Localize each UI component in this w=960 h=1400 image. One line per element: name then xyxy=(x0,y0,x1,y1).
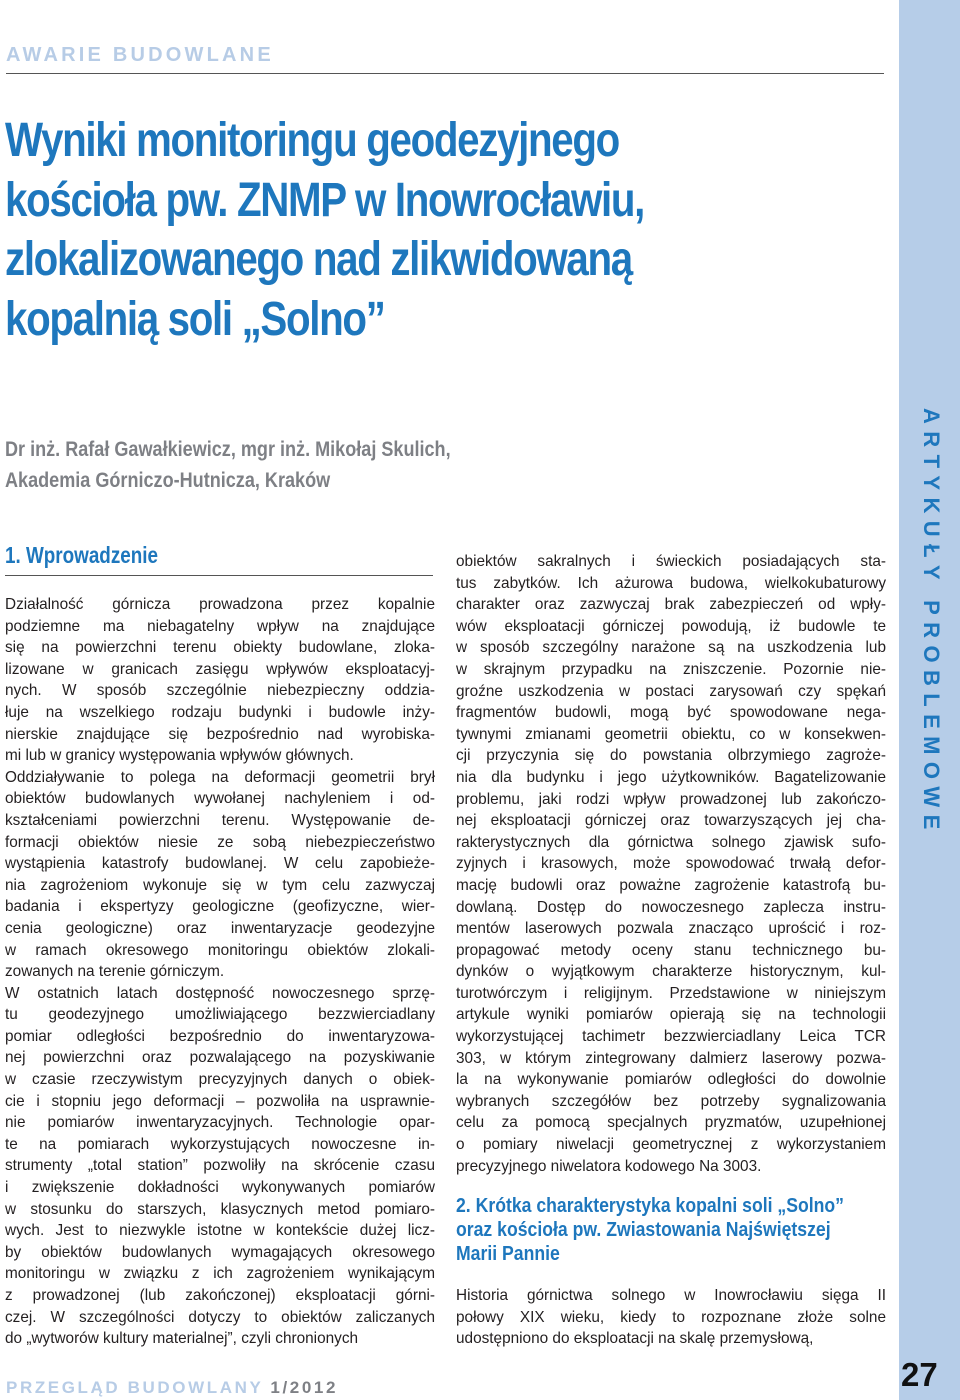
right-column-continued xyxy=(456,1285,886,1350)
text-line: w czasie rzeczywistym precyzyjnych danych o obiek- xyxy=(5,1071,435,1089)
right-column xyxy=(456,551,886,1177)
left-column xyxy=(5,594,435,1350)
page-number: 27 xyxy=(901,1356,938,1393)
text-line: la na wykonywanie pomiarów odległości do dowolnie xyxy=(456,1071,886,1089)
journal-name: PRZEGLĄD BUDOWLANY xyxy=(6,1378,264,1397)
authors xyxy=(5,434,451,496)
text-line: mi lub w granicy występowania wpływów głównych. xyxy=(5,747,354,765)
text-line: zowanych na terenie górniczym. xyxy=(5,963,225,981)
text-line: problemu, jaki rodzi wpływ prowadzonej lub zakończo- xyxy=(456,790,886,808)
text-line: do „wytworów kultury materialnej”, czyli chronionych xyxy=(5,1330,359,1348)
text-line: i zwiększenie dokładności wykonywanych pomiarów xyxy=(5,1179,435,1197)
text-line: nierskie znajdujące się bezpośrednio nad wyrobiska- xyxy=(5,725,435,743)
heading-line: oraz kościoła pw. Zwiastowania Najświętszej xyxy=(456,1218,831,1241)
title-line: kopalnią soli „Solno” xyxy=(5,292,385,346)
sidebar-label: ARTYKUŁY PROBLEMOWE xyxy=(919,408,944,837)
section-heading-1: 1. Wprowadzenie xyxy=(5,542,159,568)
text-line: obiektów budowlanych wywołanej nachyleniem i od- xyxy=(5,790,435,808)
text-line: te na pomiarach wykorzystujących nowoczesne in- xyxy=(5,1135,435,1153)
section-label: AWARIE BUDOWLANE xyxy=(6,44,274,66)
text-line: precyzyjnego niwelatora kodowego Na 3003. xyxy=(456,1157,762,1175)
text-line: w skrajnym przypadku na zniszczenie. Pozornie nie- xyxy=(456,660,886,678)
title-line: kościoła pw. ZNMP w Inowrocławiu, xyxy=(5,173,644,227)
text-line: nia dla budynku i jego użytkowników. Bagatelizowanie xyxy=(456,768,886,786)
text-line: cji przyczynia się do powstania olbrzymiego zagroże- xyxy=(456,747,886,765)
text-line: fragmentów budowli, mogą być spowodowane nega- xyxy=(456,704,886,722)
text-line: łuje na wszelkiego rodzaju budynki i budowle inży- xyxy=(5,703,435,721)
text-line: mację budowli oraz poważne zagrożenie katastrofą bu- xyxy=(456,876,886,894)
text-line: w stosunku do starszych, klasycznych metod pomiaro- xyxy=(5,1200,435,1218)
text-line: 303, w którym zintegrowany dalmierz laserowy pozwa- xyxy=(456,1049,886,1067)
text-line: dowlaną. Dostęp do nowoczesnego zaplecza instru- xyxy=(456,898,886,916)
text-line: wybranych szczegółów bez potrzeby sygnalizowania xyxy=(456,1092,886,1110)
text-line: się na powierzchni terenu obiekty budowlane, zloka- xyxy=(5,639,435,657)
text-line: monitoringu w związku z ich zagrożeniem wynikającym xyxy=(5,1265,435,1283)
text-line: tywnymi zmianami geometrii obiektu, co w konsekwen- xyxy=(456,725,886,743)
text-line: czej. W szczególności dotyczy to obiektów zaliczanych xyxy=(5,1308,435,1326)
text-line: nych. W sposób szczególnie niebezpieczny oddzia- xyxy=(5,682,435,700)
text-line: tus zabytków. Ich ażurowa budowa, wielkokubaturowy xyxy=(456,574,886,592)
text-line: połowy XIX wieku, kiedy to rozpoznane złoże solne xyxy=(456,1308,886,1326)
text-line: W ostatnich latach dostępność nowoczesnego sprzę- xyxy=(5,984,435,1002)
text-line: tu geodezyjnego umożliwiającego bezzwierciadlany xyxy=(5,1006,435,1024)
title-line: zlokalizowanego nad zlikwidowaną xyxy=(5,233,632,286)
text-line: charakter oraz zazwyczaj brak zabezpieczeń od wpły- xyxy=(456,596,886,614)
text-line: obiektów sakralnych i świeckich posiadających sta- xyxy=(456,553,886,570)
text-line: badania i ekspertyzy geologiczne (geofizyczne, wier- xyxy=(5,898,435,916)
text-line: z prowadzonej (lub zakończonej) eksploatacji górni- xyxy=(5,1287,435,1304)
title-line: Wyniki monitoringu geodezyjnego xyxy=(5,114,619,167)
author-line: Akademia Górniczo-Hutnicza, Kraków xyxy=(5,469,331,492)
article-title xyxy=(5,111,677,349)
text-line: propagować metody oceny stanu technicznego bu- xyxy=(456,941,886,959)
heading-line: Marii Pannie xyxy=(456,1242,560,1265)
text-line: lizowane w granicach zasięgu wpływów eksploatacyj- xyxy=(5,660,435,678)
text-line: w ramach okresowego monitoringu obiektów zlokali- xyxy=(5,941,435,959)
text-line: wych. Jest to niezwykle istotne w kontekście dużej licz- xyxy=(5,1222,435,1240)
text-line: mentów laserowych pozwala znacząco uprościć i roz- xyxy=(456,920,886,938)
text-line: Historia górnictwa solnego w Inowrocławiu sięga II xyxy=(456,1287,886,1304)
text-line: dynków o wyjątkowym charakterze historycznym, kul- xyxy=(456,963,886,981)
text-line: artykule wyniki pomiarów opierają się na technologii xyxy=(456,1006,886,1024)
text-line: pomiar odległości bezpośrednio do inwentaryzowa- xyxy=(5,1027,435,1045)
text-line: nie pomiarów inwentaryzacyjnych. Technologie opar- xyxy=(5,1114,435,1132)
text-line: groźne uszkodzenia w postaci zarysowań czy spękań xyxy=(456,682,886,700)
text-line: formacji obiektów niesie ze sobą niebezpieczeństwo xyxy=(5,833,435,851)
text-line: o pomiary niwelacji geometrycznej z wykorzystaniem xyxy=(456,1136,886,1154)
text-line: Oddziaływanie to polega na deformacji geometrii brył xyxy=(5,768,435,786)
text-line: cenia geologiczne) oraz inwentaryzacje geodezyjne xyxy=(5,919,435,937)
text-line: nia zagrożeniom wykonuje się w tym celu zazwyczaj xyxy=(5,876,435,894)
text-line: udostępniono do eksploatacji na skalę przemysłową, xyxy=(456,1330,814,1348)
section-heading-2 xyxy=(456,1194,844,1266)
text-line: nej eksploatacji górniczej oraz towarzyszących jej cha- xyxy=(456,812,886,830)
text-line: zyjnych i krasowych, może spowodować trwałą defor- xyxy=(456,855,886,873)
text-line: wykorzystującej tachimetr bezzwierciadlany Leica TCR xyxy=(456,1028,886,1046)
text-line: wów eksploatacji górniczej powodują, iż budowle te xyxy=(456,617,886,635)
text-line: by obiektów budowlanych wymagających okresowego xyxy=(5,1243,435,1261)
text-line: wystąpienia katastrofy budowlanej. W celu zapobieże- xyxy=(5,855,435,873)
top-rule xyxy=(6,73,884,74)
footer xyxy=(6,1378,338,1398)
text-line: w sposób szczególny narażone są na uszkodzenia lub xyxy=(456,639,886,657)
text-line: celu za pomocą specjalnych pryzmatów, uzupełnionej xyxy=(456,1114,886,1132)
text-line: nej powierzchni oraz pozwalającego na pozyskiwanie xyxy=(5,1049,435,1067)
text-line: strumenty „total station” pozwoliły na skrócenie czasu xyxy=(5,1157,435,1175)
issue-number: 1/2012 xyxy=(270,1378,339,1397)
text-line: cie i stopniu jego deformacji – pozwoliła na usprawnie- xyxy=(5,1092,435,1110)
author-line: Dr inż. Rafał Gawałkiewicz, mgr inż. Mikołaj Skulich, xyxy=(5,438,451,461)
heading-line: 2. Krótka charakterystyka kopalni soli „Solno” xyxy=(456,1194,845,1217)
text-line: turotwórczym i religijnym. Przedstawione w niniejszym xyxy=(456,984,886,1002)
text-line: rakterystycznych dla górnictwa solnego zjawisk sufo- xyxy=(456,833,886,851)
text-line: podziemne ma niebagatelny wpływ na znajdujące xyxy=(5,617,435,635)
text-line: Działalność górnicza prowadzona przez kopalnie xyxy=(5,596,435,613)
text-line: kształceniami powierzchni terenu. Występowanie de- xyxy=(5,811,435,829)
section-rule xyxy=(5,575,433,576)
